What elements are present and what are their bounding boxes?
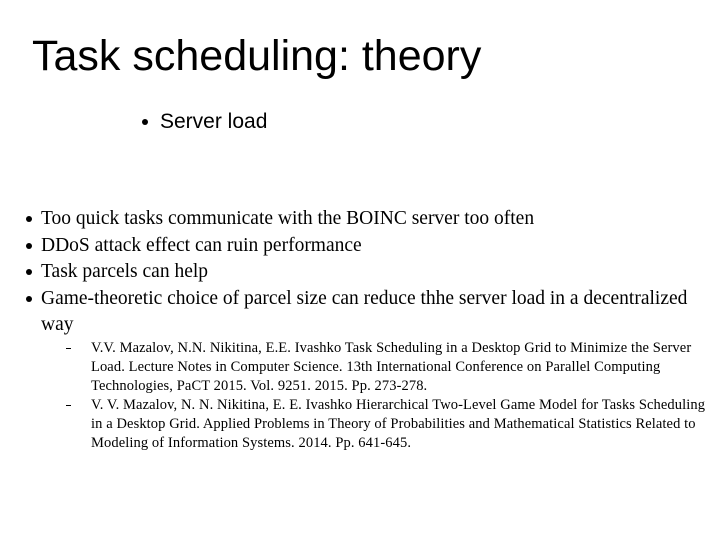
reference-item	[62, 396, 708, 453]
reference-list	[62, 339, 708, 453]
bullet-list	[26, 206, 706, 339]
bullet-icon	[142, 119, 148, 125]
bullet-icon	[26, 269, 32, 275]
list-item-text: Task parcels can help	[41, 261, 209, 282]
list-item-text: Game-theoretic choice of parcel size can reduce thhe server load in a decentralized way	[41, 287, 688, 335]
bullet-icon	[26, 243, 32, 249]
list-item	[26, 286, 706, 339]
subheading-text: Server load	[160, 110, 268, 133]
dash-icon	[66, 405, 71, 406]
list-item-text: Too quick tasks communicate with the BOINC server too often	[41, 208, 535, 229]
list-item	[26, 233, 706, 260]
bullet-icon	[26, 216, 32, 222]
dash-icon	[66, 348, 71, 349]
reference-item	[62, 339, 708, 396]
list-item	[26, 206, 706, 233]
slide-title: Task scheduling: theory	[32, 32, 482, 80]
list-item-text: DDoS attack effect can ruin performance	[41, 234, 362, 256]
bullet-icon	[26, 296, 32, 302]
list-item	[26, 259, 706, 286]
reference-text: V.V. Mazalov, N.N. Nikitina, E.E. Ivashko Task Scheduling in a Desktop Grid to Minimize the Server Load. Lecture Notes in Computer Science. 13th International Conference on Parallel Computing Technologies, PaCT 2015. Vol. 9251. 2015. Pp. 273-278.	[91, 340, 692, 394]
reference-text: V. V. Mazalov, N. N. Nikitina, E. E. Ivashko Hierarchical Two-Level Game Model for Tasks Scheduling in a Desktop Grid. Applied Problems in Theory of Probabilities and Mathematical Statistics Related to Modeling of Information Systems. 2014. Pp. 641-645.	[91, 397, 706, 451]
